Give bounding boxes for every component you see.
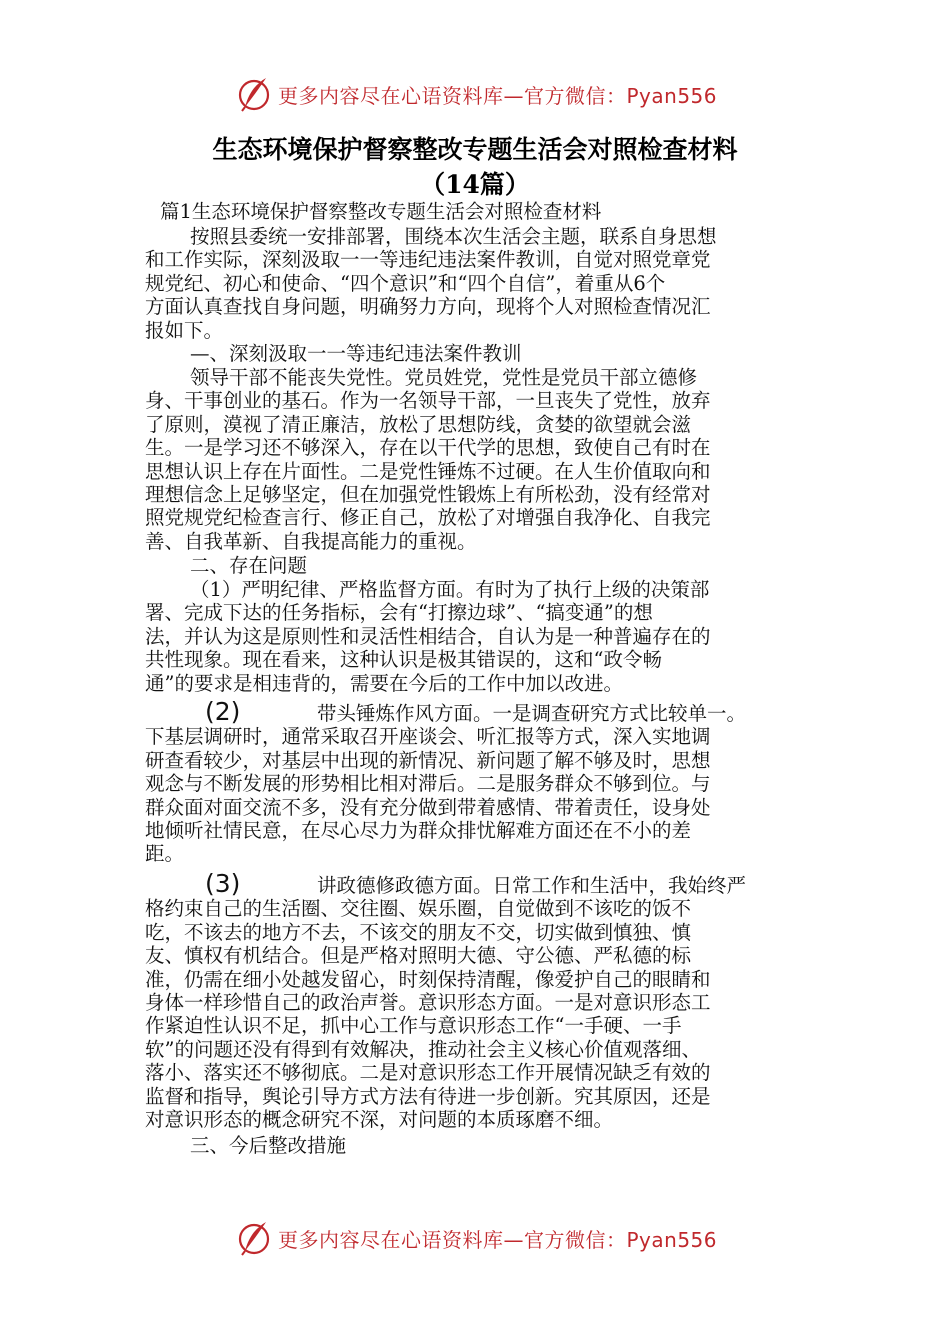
section2-p3-first-line: 讲政德修政德方面。日常工作和生活中，我始终严 xyxy=(317,874,747,897)
section-heading-2: 二、存在问题 xyxy=(190,554,308,577)
footer-watermark-banner xyxy=(236,1218,717,1258)
section1-line: 理想信念上足够坚定，但在加强党性锻炼上有所松劲，没有经常对 xyxy=(145,483,711,506)
intro-line: 方面认真查找自身问题，明确努力方向，现将个人对照检查情况汇 xyxy=(145,295,711,319)
section2-p3-line: 监督和指导，舆论引导方式方法有待进一步创新。究其原因，还是 xyxy=(145,1084,711,1108)
section2-p2-line: 地倾听社情民意，在尽心尽力为群众排忧解难方面还在不小的差 xyxy=(145,819,692,842)
section1-line: 了原则，漠视了清正廉洁，放松了思想防线，贪婪的欲望就会滋 xyxy=(145,412,692,436)
section2-p3-line: 吃，不该去的地方不去，不该交的朋友不交，切实做到慎独、慎 xyxy=(145,920,692,944)
item-number-3: (3) xyxy=(205,869,241,898)
quill-logo-icon xyxy=(236,76,272,112)
section2-p2-line: 研查看较少，对基层中出现的新情况、新问题了解不够及时，思想 xyxy=(145,748,711,772)
quill-logo-icon xyxy=(236,1220,272,1256)
section1-line: 思想认识上存在片面性。二是党性锤炼不过硬。在人生价值取向和 xyxy=(145,459,711,483)
section2-p1-line: 法，并认为这是原则性和灵活性相结合，自认为是一种普遍存在的 xyxy=(145,624,711,648)
document-title-count: （14篇） xyxy=(420,170,530,199)
document-title: 生态环境保护督察整改专题生活会对照检查材料 xyxy=(212,135,738,164)
section2-p1-line: 共性现象。现在看来，这种认识是极其错误的，这和“政令畅 xyxy=(145,648,662,672)
banner-text: 更多内容尽在心语资料库—官方微信：Pyan556 xyxy=(278,1227,718,1252)
section2-p2-line: 距。 xyxy=(145,842,185,866)
section2-p3-line: 准，仍需在细小处越发留心，时刻保持清醒，像爱护自己的眼睛和 xyxy=(145,967,711,991)
section2-p1-line: （1）严明纪律、严格监督方面。有时为了执行上级的决策部 xyxy=(190,578,710,601)
section2-p2-line: 观念与不断发展的形势相比相对滞后。二是服务群众不够到位。与 xyxy=(145,772,711,796)
section2-p3-line: 对意识形态的概念研究不深，对问题的本质琢磨不细。 xyxy=(145,1108,614,1131)
intro-line: 报如下。 xyxy=(145,318,224,342)
section2-p2-first-line: 带头锤炼作风方面。一是调查研究方式比较单一。 xyxy=(317,702,747,725)
intro-line: 按照县委统一安排部署，围绕本次生活会主题，联系自身思想 xyxy=(190,225,717,248)
section2-p3-line: 作紧迫性认识不足，抓中心工作与意识形态工作“一手硬、一手 xyxy=(145,1014,682,1038)
section2-p3-line: 格约束自己的生活圈、交往圈、娱乐圈，自觉做到不该吃的饭不 xyxy=(145,897,692,921)
section1-line: 善、自我革新、自我提高能力的重视。 xyxy=(145,529,477,553)
banner-text: 更多内容尽在心语资料库—官方微信：Pyan556 xyxy=(278,83,718,108)
section2-p2-line: 下基层调研时，通常采取召开座谈会、听汇报等方式，深入实地调 xyxy=(145,725,711,749)
intro-line: 和工作实际，深刻汲取一一等违纪违法案件教训，自觉对照党章党 xyxy=(145,248,711,272)
intro-line: 规党纪、初心和使命、“四个意识”和“四个自信”，着重从6个 xyxy=(145,271,666,295)
section1-line: 生。一是学习还不够深入，存在以干代学的思想，致使自己有时在 xyxy=(145,436,711,460)
section1-line: 领导干部不能丧失党性。党员姓党，党性是党员干部立德修 xyxy=(190,366,698,389)
item-number-2: (2) xyxy=(205,697,241,726)
section1-line: 照党规党纪检查言行、修正自己，放松了对增强自我净化、自我完 xyxy=(145,506,711,530)
section2-p3-line: 友、慎权有机结合。但是严格对照明大德、守公德、严私德的标 xyxy=(145,944,692,968)
header-watermark-banner xyxy=(236,74,717,114)
section1-line: 身、干事创业的基石。作为一名领导干部，一旦丧失了党性，放弃 xyxy=(145,389,711,413)
section2-p1-line: 通”的要求是相违背的，需要在今后的工作中加以改进。 xyxy=(145,671,623,695)
article-subtitle: 篇1生态环境保护督察整改专题生活会对照检查材料 xyxy=(160,200,602,223)
section2-p3-line: 软”的问题还没有得到有效解决，推动社会主义核心价值观落细、 xyxy=(145,1037,701,1061)
section-heading-1: —、深刻汲取一一等违纪违法案件教训 xyxy=(190,342,522,365)
section2-p1-line: 署、完成下达的任务指标，会有“打擦边球”、“搞变通”的想 xyxy=(145,601,653,625)
section2-p3-line: 落小、落实还不够彻底。二是对意识形态工作开展情况缺乏有效的 xyxy=(145,1061,711,1085)
section2-p3-line: 身体一样珍惜自己的政治声誉。意识形态方面。一是对意识形态工 xyxy=(145,991,711,1014)
section-heading-3: 三、今后整改措施 xyxy=(190,1134,347,1157)
section2-p2-line: 群众面对面交流不多，没有充分做到带着感情、带着责任，设身处 xyxy=(145,795,711,819)
